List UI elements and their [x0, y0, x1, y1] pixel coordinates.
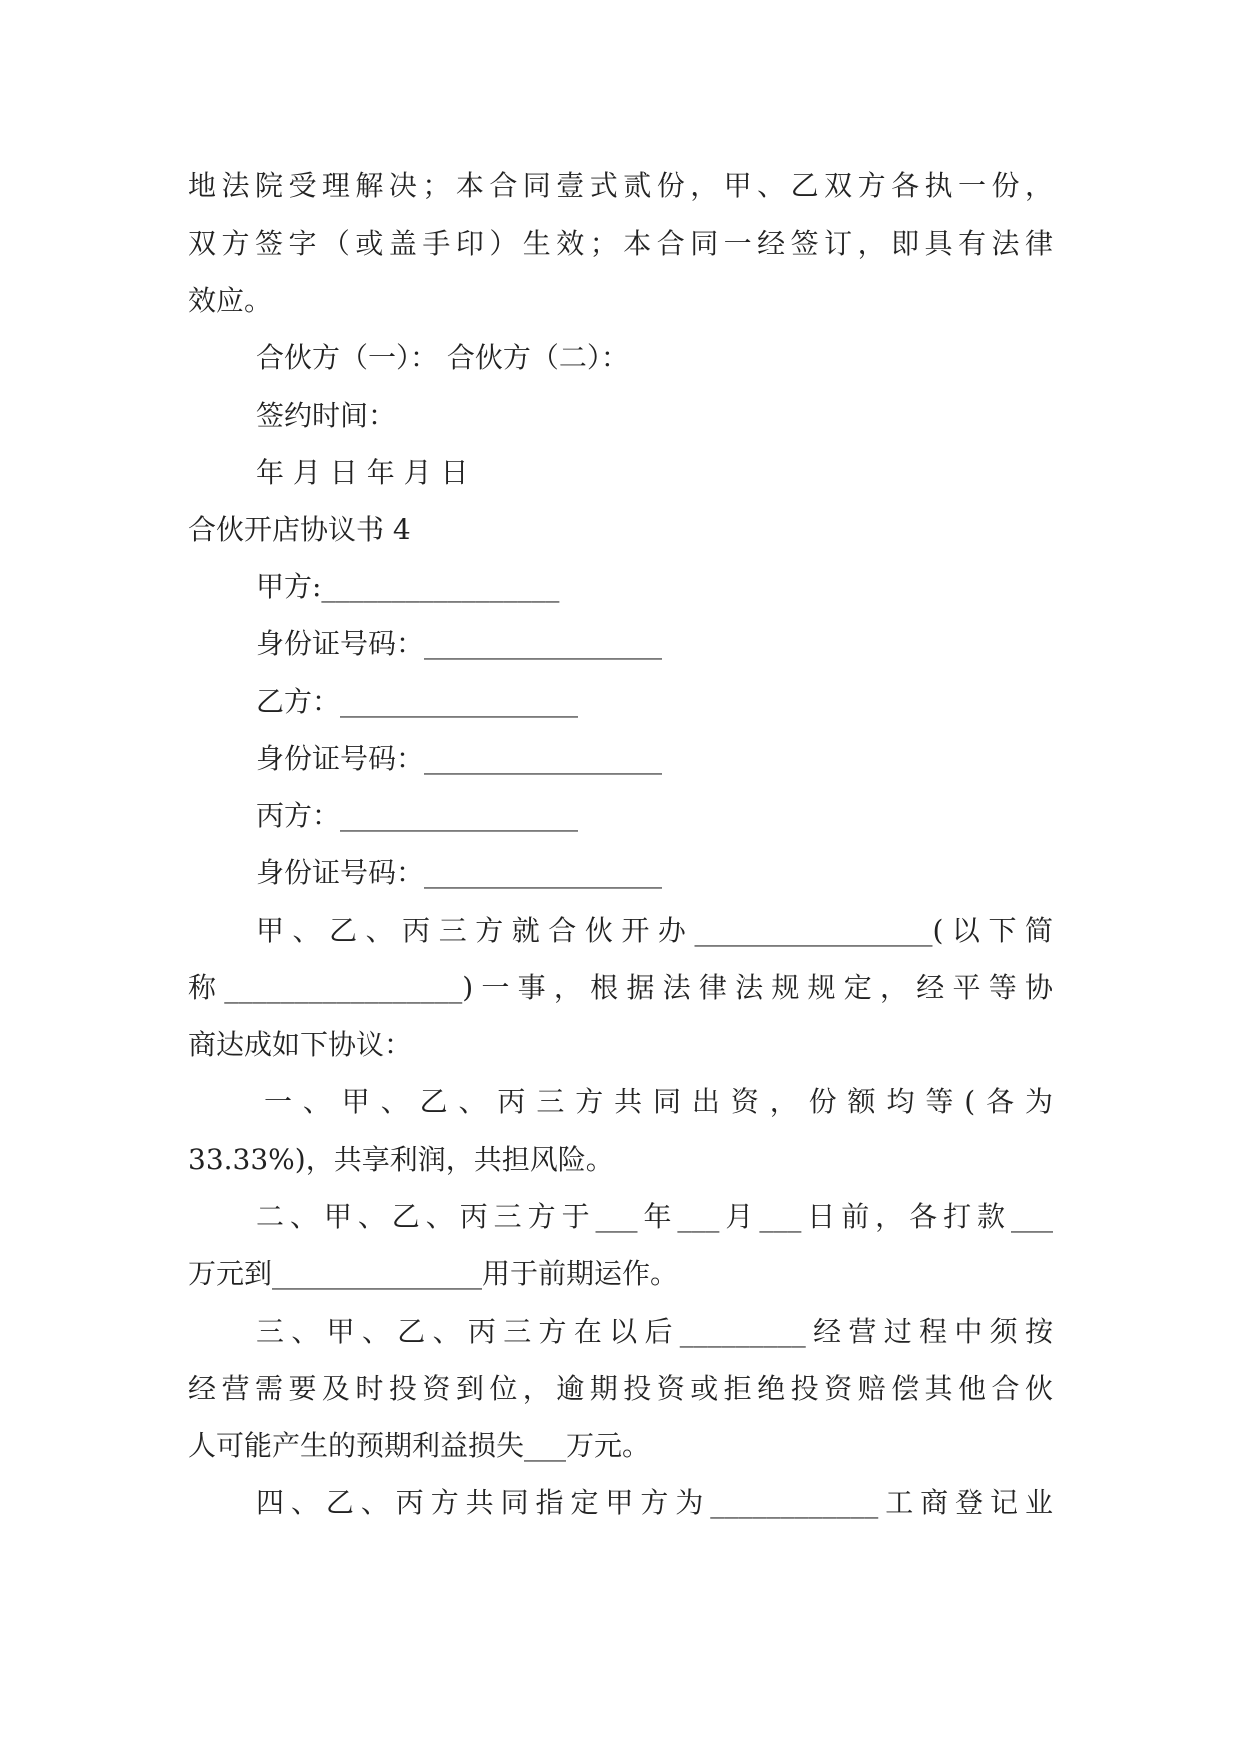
- party-c-id-field: 身份证号码：_________________: [256, 856, 663, 889]
- clause-4-line: 四、乙、丙方共同指定甲方为____________工商登记业: [256, 1486, 1053, 1519]
- body-text-line: 称_________________)一事，根据法律法规规定，经平等协: [188, 971, 1053, 1004]
- section-heading: 合伙开店协议书 4: [188, 513, 411, 546]
- body-text-line: 效应。: [188, 284, 273, 317]
- signing-date-label: 签约时间：: [256, 399, 397, 432]
- body-text-line: 商达成如下协议：: [188, 1028, 413, 1061]
- clause-3-line: 三、甲、乙、丙三方在以后_________经营过程中须按: [256, 1315, 1053, 1348]
- clause-2-line: 万元到_______________用于前期运作。: [188, 1257, 679, 1290]
- clause-2-line: 二、甲、乙、丙三方于___年___月___日前，各打款___: [256, 1200, 1053, 1233]
- party-c-field: 丙方：_________________: [256, 799, 579, 832]
- body-text-line: 地法院受理解决；本合同壹式贰份，甲、乙双方各执一份，: [188, 169, 1053, 202]
- party-b-id-field: 身份证号码：_________________: [256, 742, 663, 775]
- clause-3-line: 人可能产生的预期利益损失___万元。: [188, 1429, 651, 1462]
- clause-3-line: 经营需要及时投资到位，逾期投资或拒绝投资赔偿其他合伙: [188, 1372, 1053, 1405]
- party-b-field: 乙方：_________________: [256, 685, 579, 718]
- clause-1-line: 一、甲、乙、丙三方共同出资，份额均等(各为: [264, 1085, 1053, 1118]
- signature-parties-line: 合伙方（一）： 合伙方（二）：: [256, 341, 629, 374]
- clause-1-line: 33.33%)，共享利润，共担风险。: [188, 1143, 614, 1176]
- date-line: 年 月 日 年 月 日: [256, 456, 469, 489]
- body-text-line: 甲、乙、丙三方就合伙开办_________________(以下简: [256, 914, 1053, 947]
- party-a-field: 甲方:_________________: [256, 570, 560, 603]
- body-text-line: 双方签字（或盖手印）生效；本合同一经签订，即具有法律: [188, 227, 1053, 260]
- party-a-id-field: 身份证号码：_________________: [256, 627, 663, 660]
